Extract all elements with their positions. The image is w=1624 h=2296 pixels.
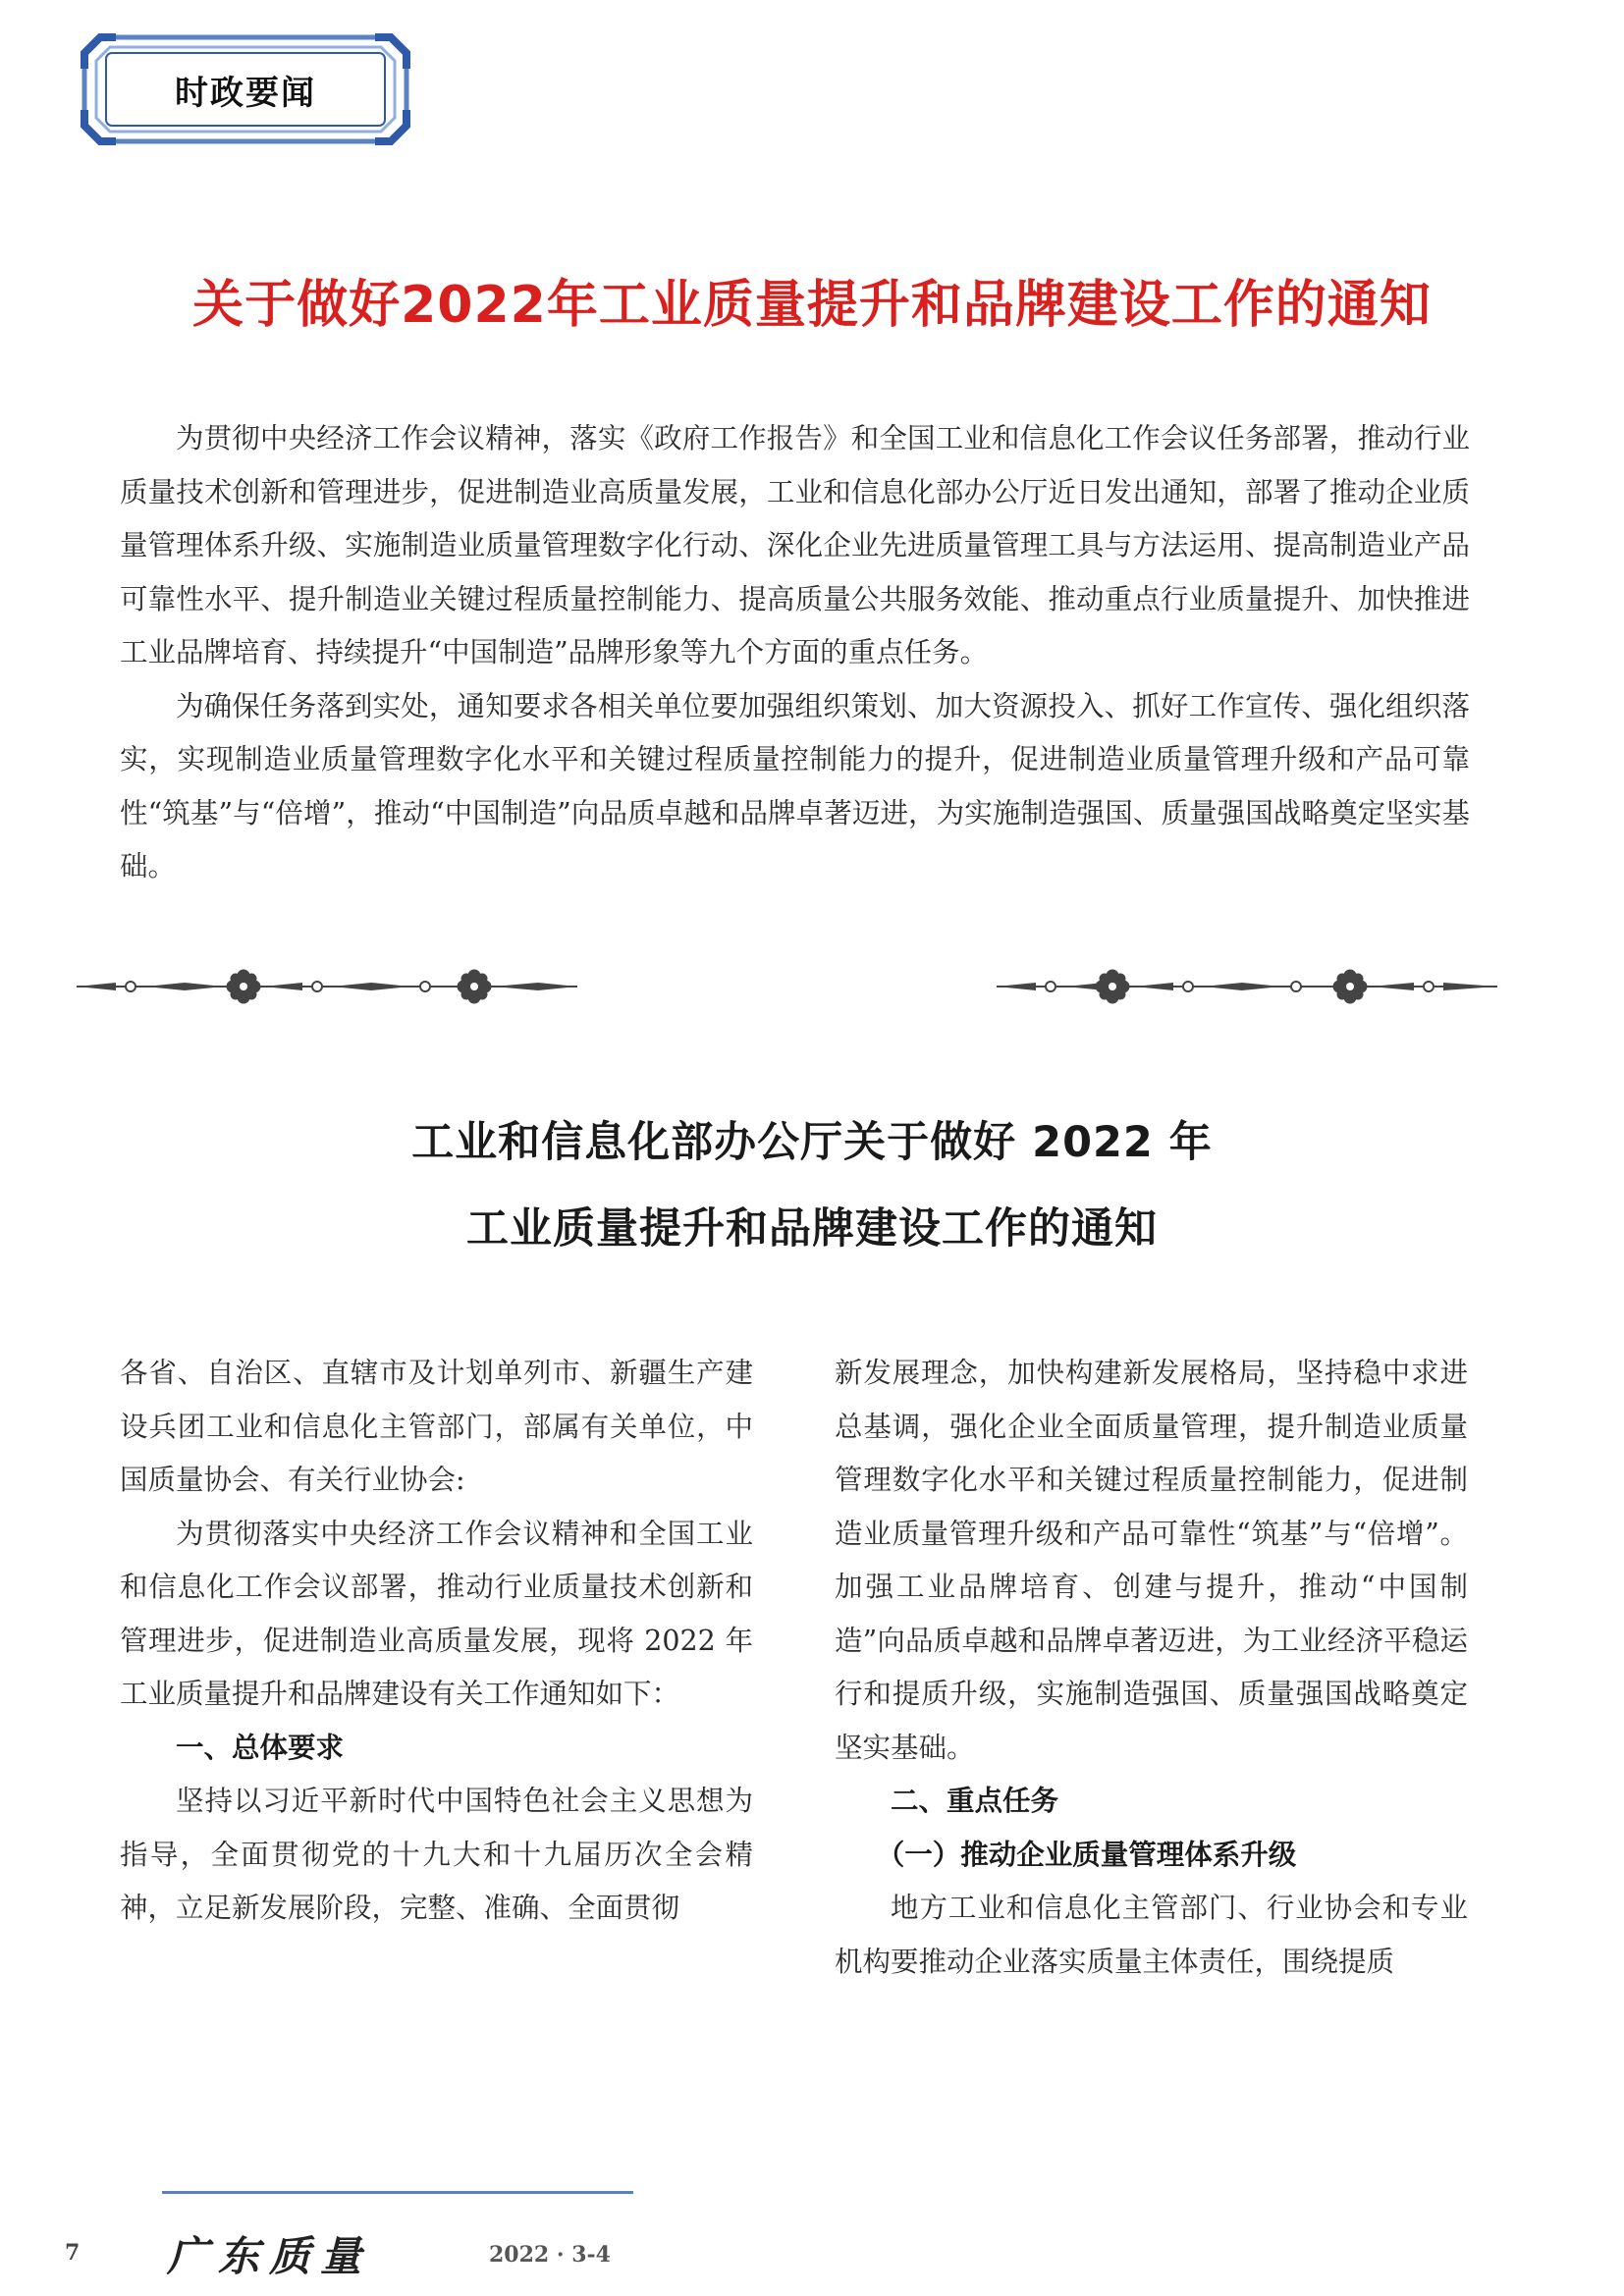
notice-title-line1: 工业和信息化部办公厅关于做好 2022 年 [411, 1118, 1213, 1167]
right-column [835, 1347, 1468, 1989]
addressee: 各省、自治区、直辖市及计划单列市、新疆生产建设兵团工业和信息化主管部门，部属有关单位，中国质量协会、有关行业协会: [120, 1357, 753, 1496]
intro-paragraph: 为贯彻中央经济工作会议精神，落实《政府工作报告》和全国工业和信息化工作会议任务部署，推动行业质量技术创新和管理进步，促进制造业高质量发展，工业和信息化部办公厅近日发出通知，部署了推动企业质量管理体系升级、实施制造业质量管理数字化行动、深化企业先进质量管理工具与方法运用、提高制造业产品可靠性水平、提升制造业关键过程质量控制能力、提高质量公共服务效能、推动重点行业质量提升、加快推进工业品牌培育、持续提升“中国制造”品牌形象等九个方面的重点任务。 [120, 422, 1470, 668]
ornament-icon [997, 967, 1497, 1006]
notice-title-line2: 工业质量提升和品牌建设工作的通知 [466, 1204, 1158, 1254]
intro-paragraph: 为确保任务落到实处，通知要求各相关单位要加强组织策划、加大资源投入、抓好工作宣传、强化组织落实，实现制造业质量管理数字化水平和关键过程质量控制能力的提升，促进制造业质量管理升级和产品可靠性“筑基”与“倍增”，推动“中国制造”向品质卓越和品牌卓著迈进，为实施制造强国、质量强国战略奠定坚实基础。 [120, 689, 1470, 882]
headline: 关于做好2022年工业质量提升和品牌建设工作的通知 [192, 276, 1432, 335]
section-heading: 二、重点任务 [891, 1785, 1059, 1817]
issue-label: 2022 · 3-4 [489, 2242, 611, 2268]
left-column [120, 1347, 753, 1936]
body-paragraph: 地方工业和信息化主管部门、行业协会和专业机构要推动企业落实质量主体责任，围绕提质 [835, 1892, 1468, 1978]
footer-rule [162, 2191, 633, 2194]
intro-text [120, 412, 1470, 894]
page-number: 7 [65, 2240, 81, 2266]
section-badge [77, 29, 414, 149]
sub-heading: （一）推动企业质量管理体系升级 [876, 1838, 1297, 1871]
ornament-divider-right [997, 967, 1497, 1006]
body-paragraph: 新发展理念，加快构建新发展格局，坚持稳中求进总基调，强化企业全面质量管理，提升制造业质量管理数字化水平和关键过程质量控制能力，促进制造业质量管理升级和产品可靠性“筑基”与“倍增”。加强工业品牌培育、创建与提升，推动“中国制造”向品质卓越和品牌卓著迈进，为工业经济平稳运行和提质升级，实施制造强国、质量强国战略奠定坚实基础。 [835, 1357, 1468, 1764]
body-paragraph: 坚持以习近平新时代中国特色社会主义思想为指导，全面贯彻党的十九大和十九届历次全会精神，立足新发展阶段，完整、准确、全面贯彻 [120, 1785, 753, 1924]
magazine-logo: 广东质量 [167, 2232, 372, 2280]
section-heading: 一、总体要求 [176, 1731, 345, 1764]
body-paragraph: 为贯彻落实中央经济工作会议精神和全国工业和信息化工作会议部署，推动行业质量技术创新和管理进步，促进制造业高质量发展，现将 2022 年工业质量提升和品牌建设有关工作通知如下： [120, 1517, 753, 1710]
ornament-icon [77, 967, 577, 1006]
section-badge-label: 时政要闻 [175, 73, 316, 113]
ornament-divider-left [77, 967, 577, 1006]
